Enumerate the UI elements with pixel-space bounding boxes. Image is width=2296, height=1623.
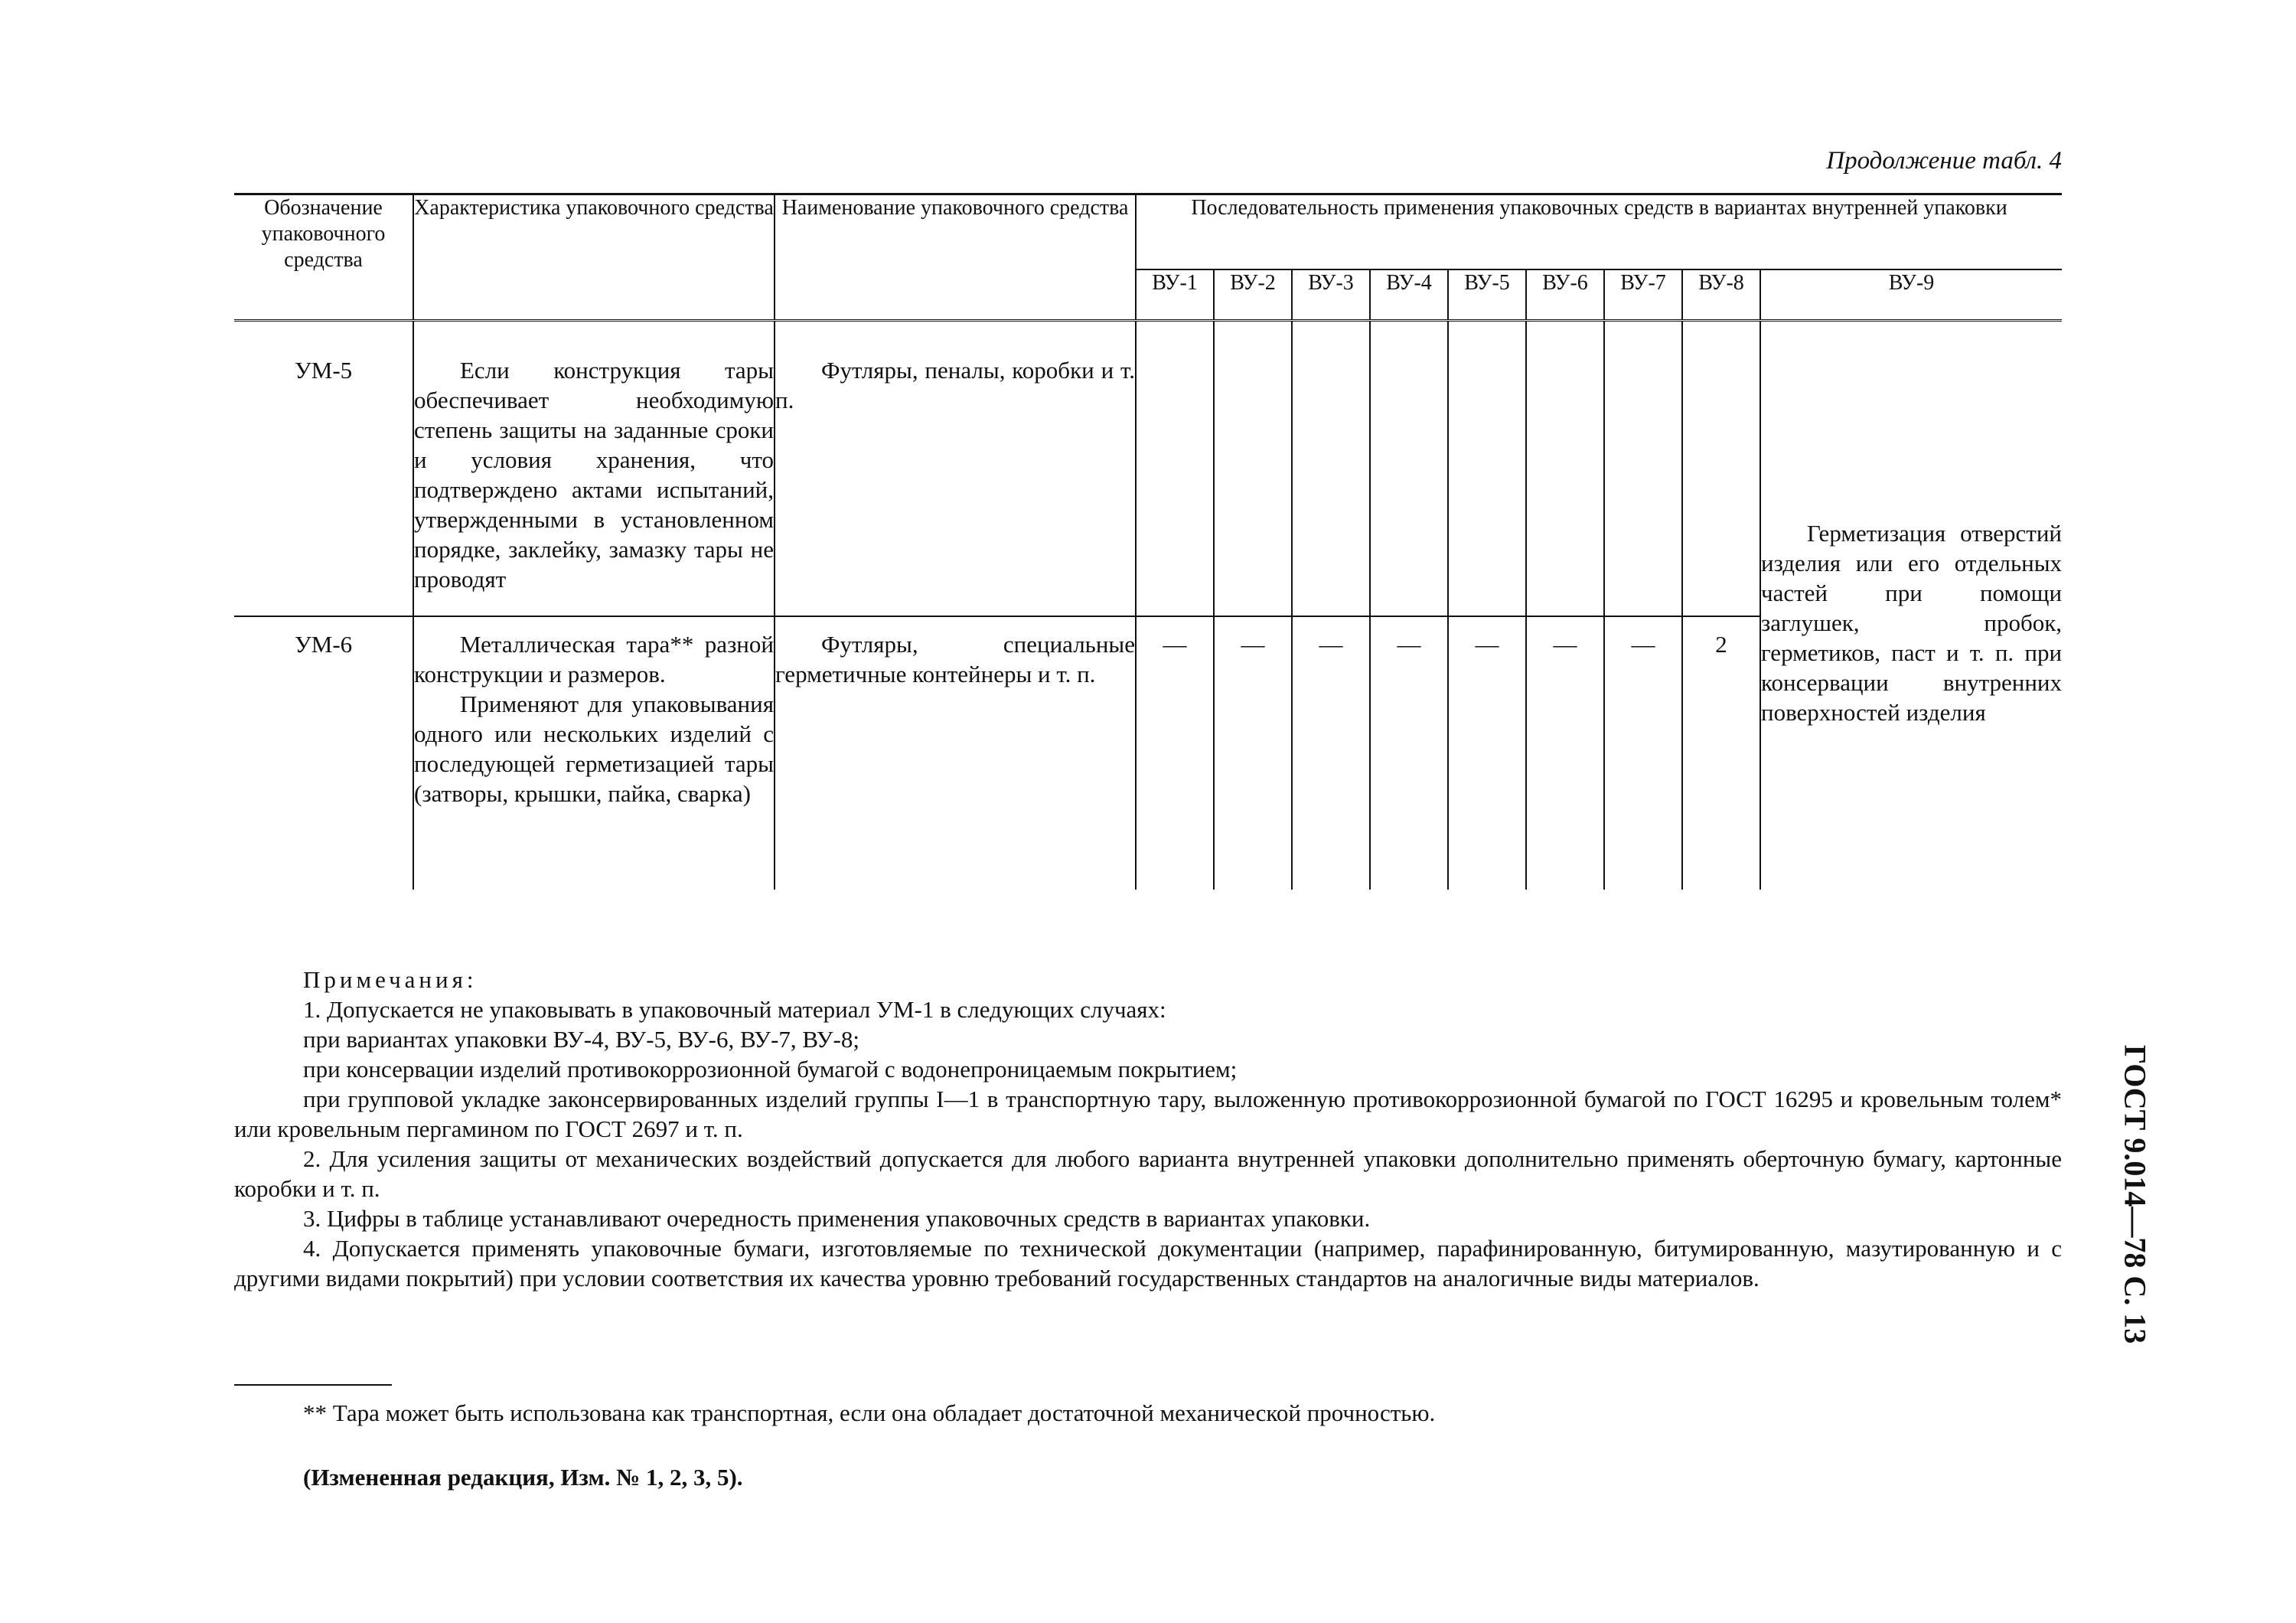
header-vu-3: ВУ-3 (1292, 269, 1370, 321)
amendment-note: (Измененная редакция, Изм. № 1, 2, 3, 5). (303, 1464, 743, 1491)
header-vu-6: ВУ-6 (1526, 269, 1604, 321)
row-vu-cell: — (1448, 616, 1526, 890)
header-vu-2: ВУ-2 (1214, 269, 1292, 321)
note-line: 4. Допускается применять упаковочные бумаги, изготовляемые по технической документации (например, парафинированную, битумированную, мазутированную и с другими видами покрытий) при условии соответствия их качества уровню требований государственных стандартов на аналогичные виды материалов. (234, 1235, 2062, 1292)
row-vu-cell: — (1292, 616, 1370, 890)
row-vu-cell (1292, 321, 1370, 617)
row-name: Футляры, пеналы, коробки и т. п. (775, 321, 1136, 617)
row-characteristic: Если конструкция тары обеспечивает необходимую степень защиты на заданные сроки и условия хранения, что подтверждено актами испытаний, утвержденными в установленном порядке, заклейку, замазку тары не проводят (413, 321, 775, 617)
footnote-divider (234, 1384, 392, 1386)
row-name: Футляры, специальные герметичные контейнеры и т. п. (775, 616, 1136, 890)
table-continuation-caption: Продолжение табл. 4 (1826, 147, 2062, 175)
row-vu-cell (1370, 321, 1448, 617)
header-vu-7: ВУ-7 (1604, 269, 1682, 321)
header-vu-4: ВУ-4 (1370, 269, 1448, 321)
note-line: при вариантах упаковки ВУ-4, ВУ-5, ВУ-6, ВУ-7, ВУ-8; (303, 1026, 859, 1053)
row-vu-cell (1214, 321, 1292, 617)
note-line: 2. Для усиления защиты от механических воздействий допускается для любого варианта внутренней упаковки дополнительно применять оберточную бумагу, картонные коробки и т. п. (234, 1145, 2062, 1202)
row-vu-cell: — (1136, 616, 1214, 890)
header-vu-1: ВУ-1 (1136, 269, 1214, 321)
row-vu-cell (1682, 321, 1760, 617)
notes-section (234, 965, 2062, 1293)
row-code: УМ-5 (234, 321, 413, 617)
row-characteristic: Металлическая тара** разной конструкции и размеров. Применяют для упаковывания одного или нескольких изделий с последующей герметизацией тары (затворы, крышки, пайка, сварка) (413, 616, 775, 890)
row-vu-cell: — (1370, 616, 1448, 890)
row-vu-cell: — (1526, 616, 1604, 890)
header-characteristic: Характеристика упаковочного средства (413, 194, 775, 321)
header-designation: Обозначение упаковочного средства (234, 194, 413, 321)
row-vu-cell (1136, 321, 1214, 617)
note-line: 1. Допускается не упаковывать в упаковочный материал УМ-1 в следующих случаях: (303, 996, 1166, 1023)
row-code: УМ-6 (234, 616, 413, 890)
table-row (234, 321, 2062, 617)
side-standard-text: ГОСТ 9.014—78 С. 13 (2118, 1044, 2153, 1344)
row-vu-cell: — (1214, 616, 1292, 890)
header-sequence-group: Последовательность применения упаковочных средств в вариантах внутренней упаковки (1136, 194, 2062, 270)
note-line: 3. Цифры в таблице устанавливают очередность применения упаковочных средств в вариантах упаковки. (303, 1205, 1371, 1232)
row-vu-cell: — (1604, 616, 1682, 890)
header-vu-5: ВУ-5 (1448, 269, 1526, 321)
note-line: при групповой укладке законсервированных изделий группы I—1 в транспортную тару, выложенную противокоррозионной бумагой по ГОСТ 16295 и кровельным толем* или кровельным пергамином по ГОСТ 2697 и т. п. (234, 1086, 2062, 1142)
row-vu-cell (1604, 321, 1682, 617)
header-name: Наименование упаковочного средства (775, 194, 1136, 321)
vu9-merged-cell: Герметизация отверстий изделия или его отдельных частей при помощи заглушек, пробок, герметиков, паст и т. п. при консервации внутренних поверхностей изделия (1760, 321, 2062, 890)
row-vu-cell: 2 (1682, 616, 1760, 890)
row-vu-cell (1448, 321, 1526, 617)
header-vu-8: ВУ-8 (1682, 269, 1760, 321)
header-vu-9: ВУ-9 (1760, 269, 2062, 321)
note-line: при консервации изделий противокоррозионной бумагой с водонепроницаемым покрытием; (303, 1056, 1238, 1083)
notes-title: Примечания: (303, 966, 478, 993)
packaging-table (234, 193, 2062, 890)
row-vu-cell (1526, 321, 1604, 617)
footnote: ** Тара может быть использована как транспортная, если она обладает достаточной механической прочностью. (303, 1399, 1436, 1426)
